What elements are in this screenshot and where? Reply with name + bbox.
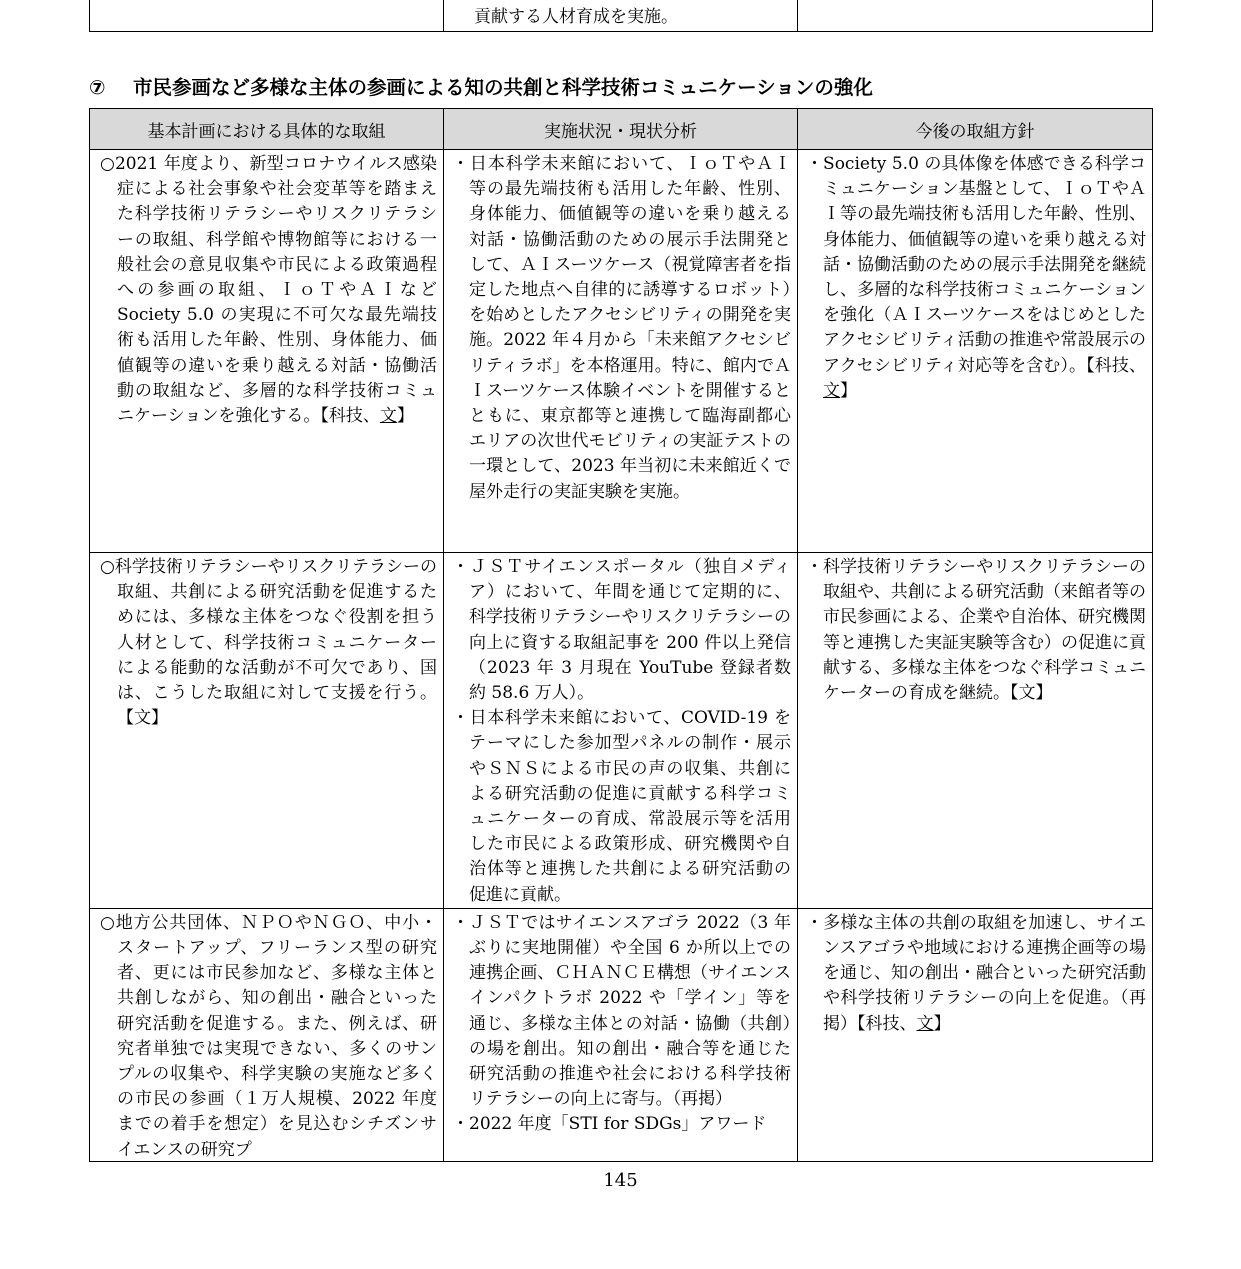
table-row <box>90 150 1153 553</box>
table-header-row <box>90 109 1153 150</box>
table-cell <box>90 0 444 32</box>
list-item: ○2021 年度より、新型コロナウイルス感染症による社会事象や社会変革等を踏まえた科学技術リテラシーやリスクリテラシーの取組、科学館や博物館等における一般社会の意見収集や市民による政策過程への参画の取組、ＩｏＴやＡＩなど Society 5.0 の実現に不可欠な最先端技術も活用した年齢、性別、身体能力、価値観等の違いを乗り越える対話・協働活動の取組など、多層的な科学技術コミュニケーションを強化する。【科技、文】 <box>100 154 437 427</box>
list-item: ○科学技術リテラシーやリスクリテラシーの取組、共創による研究活動を促進するためには、多様な主体をつなぐ役割を担う人材として、科学技術コミュニケーターによる能動的な活動が不可欠であり、国は、こうした取組に対して支援を行う。【文】 <box>100 557 437 729</box>
table-cell <box>90 553 444 909</box>
table-row <box>90 0 1153 32</box>
list-item: ・ＪＳＴではサイエンスアゴラ 2022（3 年ぶりに実地開催）や全国 6 か所以上での連携企画、ＣＨＡＮＣＥ構想（サイエンスインパクトラボ 2022 や「学イン」等を通じ、多様な主体との対話・協働（共創）の場を創出。知の創出・融合等を通じた研究活動の推進や社会における科学技術リテラシーの向上に寄与。（再掲） <box>452 912 791 1110</box>
column-header: 基本計画における具体的な取組 <box>90 109 444 150</box>
list-item: ・日本科学未来館において、ＩｏＴやＡＩ等の最先端技術も活用した年齢、性別、身体能力、価値観等の違いを乗り越える対話・協働活動のための展示手法開発として、ＡＩスーツケース（視覚障害者を指定した地点へ自律的に誘導するロボット）を始めとしたアクセシビリティの開発を実施。2022 年４月から「未来館アクセシビリティラボ」を本格運用。特に、館内でＡＩスーツケース体験イベントを開催するとともに、東京都等と連携して臨海副都心エリアの次世代モビリティの実証テストの一環として、2023 年当初に未来館近くで屋外走行の実証実験を実施。 <box>452 154 791 502</box>
section-number: ⑦ <box>89 76 106 99</box>
list-item: ・科学技術リテラシーやリスクリテラシーの取組や、共創による研究活動（来館者等の市民参画による、企業や自治体、研究機関等と連携した実証実験等含む）の促進に貢献する、多様な主体をつなぐ科学コミュニケーターの育成を継続。【文】 <box>806 557 1146 704</box>
list-item: ・Society 5.0 の具体像を体感できる科学コミュニケーション基盤として、ＩｏＴやＡＩ等の最先端技術も活用した年齢、性別、身体能力、価値観等の違いを乗り越える対話・協働活動のための展示手法開発を継続し、多層的な科学技術コミュニケーションを強化（ＡＩスーツケースをはじめとしたアクセシビリティ活動の推進や常設展示のアクセシビリティ対応等を含む）。【科技、文】 <box>806 154 1146 401</box>
table-cell <box>90 908 444 1161</box>
table-cell <box>798 553 1153 909</box>
section-title: 市民参画など多様な主体の参画による知の共創と科学技術コミュニケーションの強化 <box>133 76 873 99</box>
table-row <box>90 553 1153 909</box>
list-item: ・2022 年度「STI for SDGs」アワード <box>452 1114 767 1135</box>
column-header: 実施状況・現状分析 <box>444 109 798 150</box>
table-cell <box>444 553 798 909</box>
table-cell <box>798 0 1153 32</box>
continued-table <box>89 0 1153 32</box>
table-cell <box>798 150 1153 553</box>
list-item: ・多様な主体の共創の取組を加速し、サイエンスアゴラや地域における連携企画等の場を通じ、知の創出・融合といった研究活動や科学技術リテラシーの向上を促進。（再掲）【科技、文】 <box>806 912 1146 1034</box>
table-row <box>90 908 1153 1161</box>
measures-table <box>89 108 1153 1162</box>
underlined-text: 文 <box>379 406 397 427</box>
table-cell: 貢献する人材育成を実施。 <box>444 0 798 32</box>
section-heading <box>89 74 1152 102</box>
table-cell <box>798 908 1153 1161</box>
table-cell <box>444 150 798 553</box>
page-number: 145 <box>603 1170 638 1191</box>
underlined-text: 文 <box>916 1013 934 1034</box>
underlined-text: 文 <box>823 380 840 401</box>
list-item: ・日本科学未来館において、COVID-19 をテーマにした参加型パネルの制作・展示やＳＮＳによる市民の声の収集、共創による研究活動の促進に貢献する科学コミュニケーターの育成、常設展示等を活用した市民による政策形成、研究機関や自治体等と連携した共創による研究活動の促進に貢献。 <box>452 708 791 905</box>
table-cell <box>444 908 798 1161</box>
column-header: 今後の取組方針 <box>798 109 1153 150</box>
table-cell <box>90 150 444 553</box>
list-item: ・ＪＳＴサイエンスポータル（独自メディア）において、年間を通じて定期的に、科学技術リテラシーやリスクリテラシーの向上に資する取組記事を 200 件以上発信（2023 年 3 月現在 YouTube 登録者数約 58.6 万人）。 <box>452 557 791 704</box>
list-item: ○地方公共団体、ＮＰＯやＮＧＯ、中小・スタートアップ、フリーランス型の研究者、更には市民参加など、多様な主体と共創しながら、知の創出・融合といった研究活動を促進する。また、例えば、研究者単独では実現できない、多くのサンプルの収集や、科学実験の実施など多くの市民の参画（１万人規模、2022 年度までの着手を想定）を見込むシチズンサイエンスの研究プ <box>100 912 437 1160</box>
